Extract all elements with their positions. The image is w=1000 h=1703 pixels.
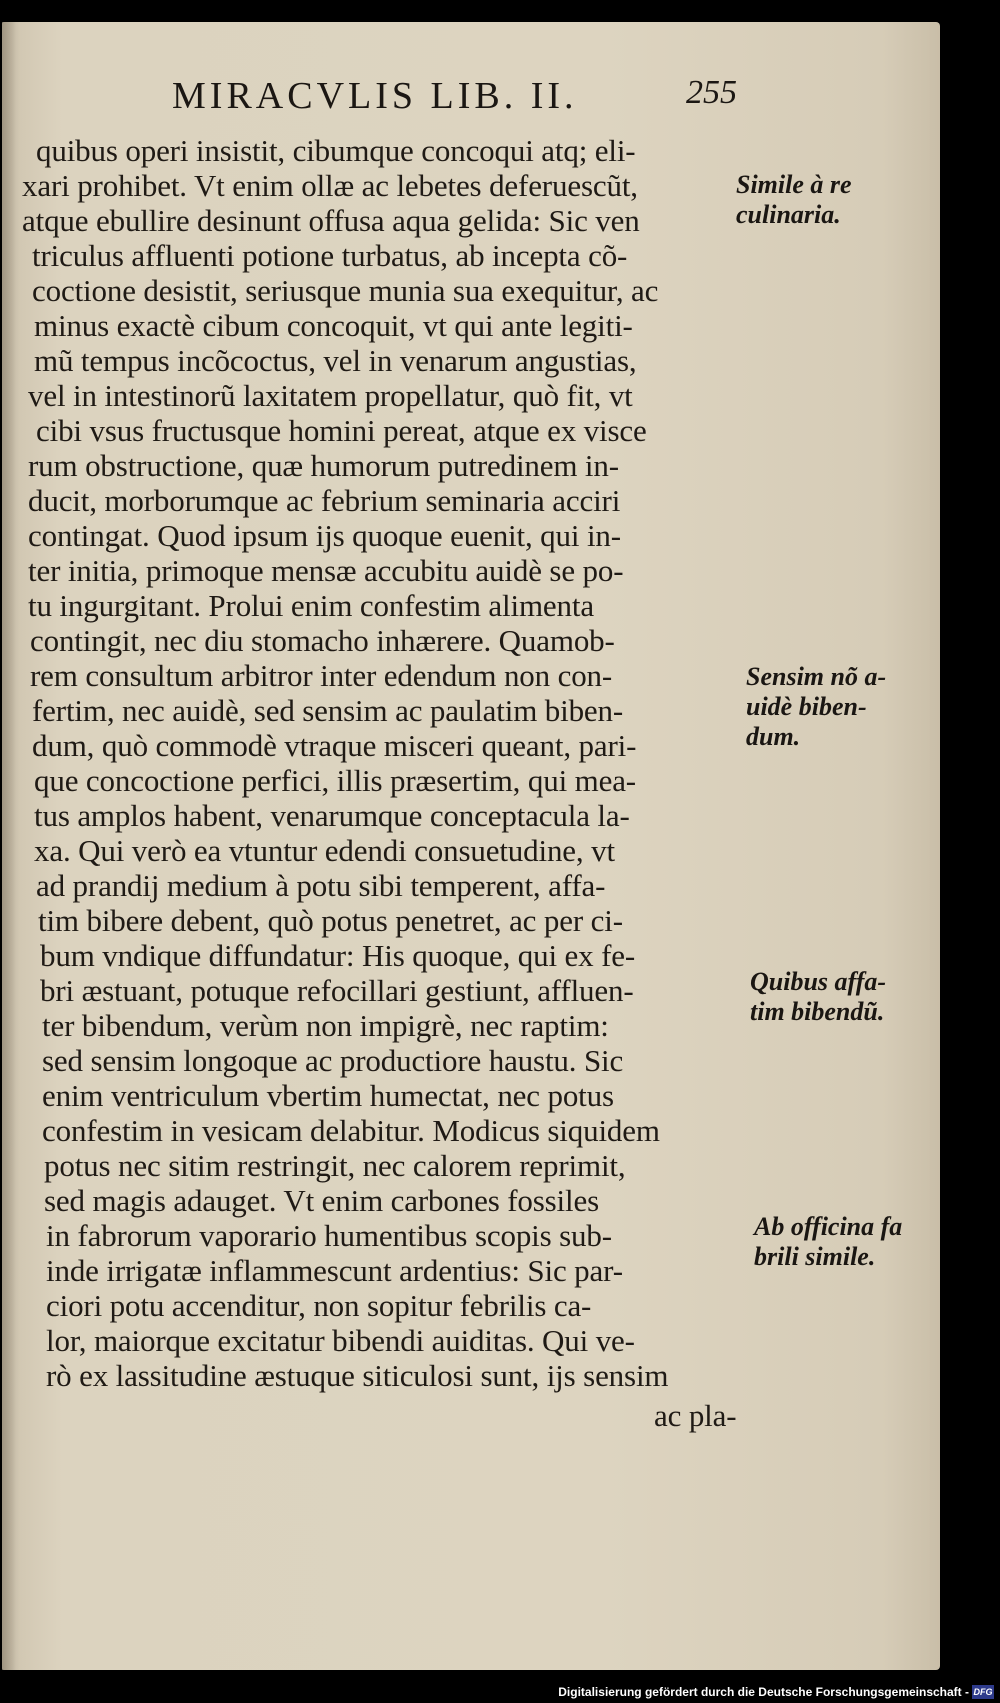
page-number: 255 (686, 74, 737, 111)
body-line: dum, quò commodè vtraque misceri queant, pari- (32, 728, 637, 763)
marginal-note: Simile à re culinaria. (736, 170, 852, 229)
body-line: minus exactè cibum concoquit, vt qui ante legiti- (34, 308, 633, 343)
body-line: que concoctione perfici, illis præsertim, qui mea- (34, 763, 636, 798)
body-line: sed magis adauget. Vt enim carbones fossiles (44, 1183, 600, 1218)
body-line: cibi vsus fructusque homini pereat, atque ex visce (36, 413, 647, 448)
body-line: lor, maiorque excitatur bibendi auiditas. Qui ve- (46, 1323, 635, 1358)
body-line: inde irrigatæ inflammescunt ardentius: Sic par- (46, 1253, 623, 1288)
body-line: xa. Qui verò ea vtuntur edendi consuetudine, vt (34, 833, 615, 868)
credit-text: Digitalisierung gefördert durch die Deutsche Forschungsgemeinschaft - (558, 1685, 969, 1699)
body-line: quibus operi insistit, cibumque concoqui atq; eli- (36, 133, 636, 168)
body-line: contingit, nec diu stomacho inhærere. Quamob- (30, 623, 615, 658)
body-line: xari prohibet. Vt enim ollæ ac lebetes deferuescũt, (22, 168, 638, 203)
body-line: contingat. Quod ipsum ijs quoque euenit, qui in- (28, 518, 621, 553)
body-line: mũ tempus incõcoctus, vel in venarum angustias, (34, 343, 637, 378)
body-line: rum obstructione, quæ humorum putredinem in- (28, 448, 619, 483)
body-line: sed sensim longoque ac productiore haustu. Sic (42, 1043, 624, 1078)
body-line: tim bibere debent, quò potus penetret, ac per ci- (38, 903, 623, 938)
body-line: ter bibendum, verùm non impigrè, nec raptim: (42, 1008, 609, 1043)
body-line: ad prandij medium à potu sibi temperent, affa- (36, 868, 606, 903)
body-line: bum vndique diffundatur: His quoque, qui ex fe- (40, 938, 636, 973)
marginal-note: Quibus affa- tim bibendũ. (750, 967, 887, 1026)
body-line: vel in intestinorũ laxitatem propellatur, quò fit, vt (28, 378, 633, 413)
marginal-note: Sensim nõ a- uidè biben- dum. (746, 662, 887, 751)
body-line: ter initia, primoque mensæ accubitu auidè se po- (28, 553, 624, 588)
running-head: MIRACVLIS LIB. II. (172, 75, 578, 117)
body-line: atque ebullire desinunt offusa aqua gelida: Sic ven (22, 203, 640, 238)
digitization-credit (558, 1685, 994, 1699)
body-line: in fabrorum vaporario humentibus scopis sub- (46, 1218, 612, 1253)
body-line: fertim, nec auidè, sed sensim ac paulatim biben- (32, 693, 624, 728)
body-line: enim ventriculum vbertim humectat, nec potus (42, 1078, 614, 1113)
body-line: bri æstuant, potuque refocillari gestiunt, affluen- (40, 973, 634, 1008)
body-line: tu ingurgitant. Prolui enim confestim alimenta (28, 588, 594, 623)
body-line: coctione desistit, seriusque munia sua exequitur, ac (32, 273, 659, 308)
body-line: rem consultum arbitror inter edendum non con- (30, 658, 613, 693)
catchword: ac pla- (654, 1398, 737, 1433)
body-line: tus amplos habent, venarumque conceptacula la- (34, 798, 630, 833)
book-page (2, 22, 940, 1670)
marginal-note: Ab officina fa brili simile. (754, 1212, 903, 1271)
body-line: confestim in vesicam delabitur. Modicus siquidem (42, 1113, 660, 1148)
body-line: triculus affluenti potione turbatus, ab incepta cõ- (32, 238, 628, 273)
body-line: ciori potu accenditur, non sopitur febrilis ca- (46, 1288, 592, 1323)
body-line: potus nec sitim restringit, nec calorem reprimit, (44, 1148, 626, 1183)
body-line: rò ex lassitudine æstuque siticulosi sunt, ijs sensim (46, 1358, 669, 1393)
body-line: ducit, morborumque ac febrium seminaria acciri (28, 483, 621, 518)
dfg-logo-icon: DFG (973, 1687, 993, 1697)
